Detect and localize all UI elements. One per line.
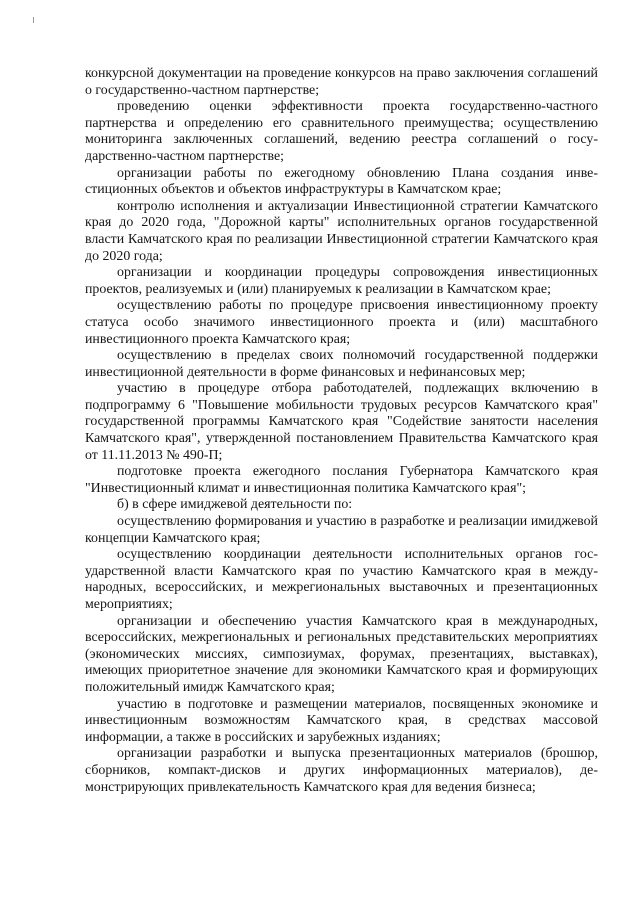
- paragraph: осуществлению в пределах своих полномочий государственной поддержки инвестиционной деятельности в форме финансовых и нефинансовых мер;: [85, 348, 598, 380]
- scan-mark: [33, 17, 34, 23]
- paragraph: осуществлению работы по процедуре присвоения инвестиционному проекту статуса особо значимого инвестиционного проекта и (или) масштабного инвестиционного проекта Камчатского края;: [85, 298, 598, 347]
- document-body: [85, 66, 598, 796]
- paragraph: организации и обеспечению участия Камчатского края в международных, всероссийских, межрегиональных и региональных представительских мероприятиях (экономических миссиях, симпозиумах, форумах, презентациях, выставках), имеющих приоритетное значение для экономики Камчатского края и формирующих положительный имидж Камчатского края;: [85, 613, 598, 695]
- paragraph: подготовке проекта ежегодного послания Губернатора Камчатского края "Инвестиционный климат и инвестиционная политика Камчатского края";: [85, 464, 598, 496]
- paragraph: конкурсной документации на проведение конкурсов на право заключения соглашений о государственно-частном партнерстве;: [85, 66, 598, 98]
- paragraph: проведению оценки эффективности проекта государственно-частного партнерства и определению его сравнительного преимущества; осуществлению мониторинга заключенных соглашений, ведению реестра соглашений о государственно-частном партнерстве;: [85, 99, 598, 164]
- paragraph: участию в процедуре отбора работодателей, подлежащих включению в подпрограмму 6 "Повышение мобильности трудовых ресурсов Камчатского края" государственной программы Камчатского края "Содействие занятости населения Камчатского края", утвержденной постановлением Правительства Камчатского края от 11.11.2013 № 490-П;: [85, 381, 598, 463]
- paragraph: организации работы по ежегодному обновлению Плана создания инвестиционных объектов и объектов инфраструктуры в Камчатском крае;: [85, 165, 598, 198]
- paragraph: организации разработки и выпуска презентационных материалов (брошюр, сборников, компакт-дисков и других информационных материалов), демонстрирующих привлекательность Камчатского края для ведения бизнеса;: [85, 746, 598, 795]
- section-heading: б) в сфере имиджевой деятельности по:: [117, 497, 353, 513]
- paragraph: контролю исполнения и актуализации Инвестиционной стратегии Камчатского края до 2020 года, "Дорожной карты" исполнительных органов государственной власти Камчатского края по реализации Инвестиционной стратегии Камчатского края до 2020 года;: [85, 198, 598, 264]
- paragraph: участию в подготовке и размещении материалов, посвященных экономике и инвестиционным возможностям Камчатского края, в средствах массовой информации, а также в российских и зарубежных изданиях;: [85, 696, 598, 745]
- paragraph: осуществлению координации деятельности исполнительных органов государственной власти Камчатского края по участию Камчатского края в международных, всероссийских, и межрегиональных выставочных и презентационных мероприятиях;: [85, 547, 598, 612]
- paragraph: осуществлению формирования и участию в разработке и реализации имиджевой концепции Камчатского края;: [85, 514, 598, 546]
- paragraph: организации и координации процедуры сопровождения инвестиционных проектов, реализуемых и (или) планируемых к реализации в Камчатском крае;: [85, 265, 598, 297]
